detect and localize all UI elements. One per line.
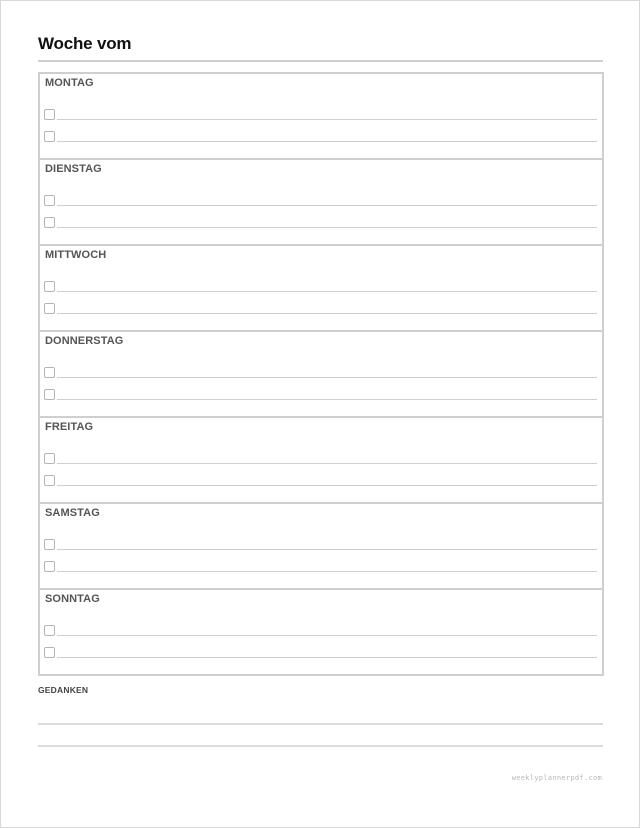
day-section-monday (40, 74, 602, 160)
footer-site: weeklyplannerpdf.com (511, 774, 602, 782)
notes-line[interactable] (38, 723, 603, 725)
task-row (44, 281, 597, 293)
checkbox[interactable] (44, 625, 55, 636)
day-section-thursday (40, 330, 602, 416)
checkbox[interactable] (44, 475, 55, 486)
checkbox[interactable] (44, 217, 55, 228)
task-row (44, 195, 597, 207)
day-label: SAMSTAG (45, 507, 100, 519)
task-line[interactable] (57, 549, 597, 550)
task-line[interactable] (57, 377, 597, 378)
task-line[interactable] (57, 205, 597, 206)
page-title: Woche vom (38, 34, 132, 53)
task-row (44, 389, 597, 401)
day-section-sunday (40, 588, 602, 674)
task-line[interactable] (57, 399, 597, 400)
task-row (44, 367, 597, 379)
checkbox[interactable] (44, 539, 55, 550)
checkbox[interactable] (44, 195, 55, 206)
day-section-saturday (40, 502, 602, 588)
checkbox[interactable] (44, 561, 55, 572)
day-section-wednesday (40, 244, 602, 330)
title-divider (38, 60, 603, 62)
task-row (44, 539, 597, 551)
checkbox[interactable] (44, 647, 55, 658)
checkbox[interactable] (44, 303, 55, 314)
task-row (44, 303, 597, 315)
task-line[interactable] (57, 571, 597, 572)
task-row (44, 217, 597, 229)
task-line[interactable] (57, 485, 597, 486)
checkbox[interactable] (44, 109, 55, 120)
task-row (44, 561, 597, 573)
days-grid (38, 72, 604, 676)
task-line[interactable] (57, 291, 597, 292)
task-line[interactable] (57, 657, 597, 658)
task-line[interactable] (57, 119, 597, 120)
checkbox[interactable] (44, 281, 55, 292)
task-row (44, 453, 597, 465)
day-section-friday (40, 416, 602, 502)
task-row (44, 625, 597, 637)
day-label: DONNERSTAG (45, 335, 124, 347)
day-label: MITTWOCH (45, 249, 107, 261)
day-section-tuesday (40, 158, 602, 244)
task-line[interactable] (57, 141, 597, 142)
checkbox[interactable] (44, 131, 55, 142)
task-row (44, 475, 597, 487)
task-line[interactable] (57, 227, 597, 228)
notes-line[interactable] (38, 745, 603, 747)
checkbox[interactable] (44, 367, 55, 378)
day-label: MONTAG (45, 77, 94, 89)
notes-label: GEDANKEN (38, 685, 89, 695)
task-line[interactable] (57, 463, 597, 464)
day-label: DIENSTAG (45, 163, 102, 175)
task-line[interactable] (57, 635, 597, 636)
task-line[interactable] (57, 313, 597, 314)
checkbox[interactable] (44, 389, 55, 400)
task-row (44, 647, 597, 659)
day-label: SONNTAG (45, 593, 100, 605)
task-row (44, 131, 597, 143)
day-label: FREITAG (45, 421, 94, 433)
task-row (44, 109, 597, 121)
checkbox[interactable] (44, 453, 55, 464)
